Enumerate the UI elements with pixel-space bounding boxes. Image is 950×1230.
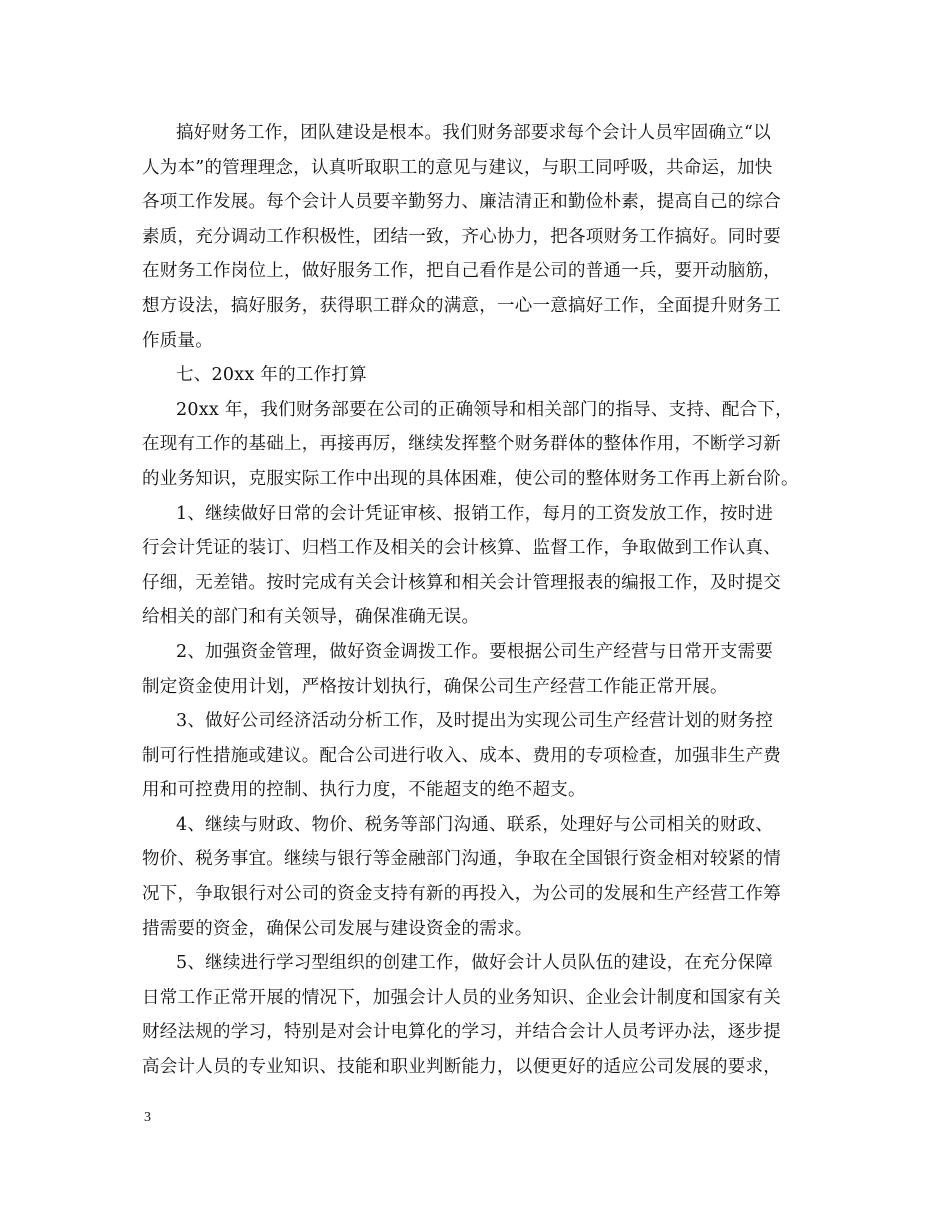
text-line: 制定资金使用计划，严格按计划执行，确保公司生产经营工作能正常开展。 bbox=[142, 676, 728, 697]
text-line: 制可行性措施或建议。配合公司进行收入、成本、费用的专项检查，加强非生产费 bbox=[142, 745, 781, 766]
text-line: 素质，充分调动工作积极性，团结一致，齐心协力，把各项财务工作搞好。同时要 bbox=[142, 226, 781, 247]
text-line: 措需要的资金，确保公司发展与建设资金的需求。 bbox=[142, 918, 533, 939]
body-text bbox=[142, 116, 822, 1085]
text-line: 况下，争取银行对公司的资金支持有新的再投入，为公司的发展和生产经营工作筹 bbox=[142, 884, 781, 905]
text-line: 1、继续做好日常的会计凭证审核、报销工作，每月的工资发放工作，按时进 bbox=[176, 503, 774, 524]
page-number: 3 bbox=[144, 1110, 151, 1125]
text-line: 的业务知识，克服实际工作中出现的具体困难，使公司的整体财务工作再上新台阶。 bbox=[142, 468, 799, 489]
text-line: 财经法规的学习，特别是对会计电算化的学习，并结合会计人员考评办法，逐步提 bbox=[142, 1022, 781, 1043]
text-line: 行会计凭证的装订、归档工作及相关的会计核算、监督工作，争取做到工作认真、 bbox=[142, 538, 781, 559]
text-line: 3、做好公司经济活动分析工作，及时提出为实现公司生产经营计划的财务控 bbox=[176, 711, 774, 732]
text-line: 各项工作发展。每个会计人员要辛勤努力、廉洁清正和勤俭朴素，提高自己的综合 bbox=[142, 192, 781, 213]
text-line: 作质量。 bbox=[142, 330, 213, 351]
text-line: 搞好财务工作，团队建设是根本。我们财务部要求每个会计人员牢固确立“以 bbox=[176, 123, 771, 143]
text-line: 高会计人员的专业知识、技能和职业判断能力，以便更好的适应公司发展的要求， bbox=[142, 1057, 781, 1078]
text-line: 想方设法，搞好服务，获得职工群众的满意，一心一意搞好工作，全面提升财务工 bbox=[142, 295, 781, 316]
text-line: 5、继续进行学习型组织的创建工作，做好会计人员队伍的建设，在充分保障 bbox=[176, 953, 774, 974]
text-line: 人为本”的管理理念，认真听取职工的意见与建议，与职工同呼吸，共命运，加快 bbox=[142, 157, 773, 178]
text-line: 物价、税务事宜。继续与银行等金融部门沟通，争取在全国银行资金相对较紧的情 bbox=[142, 849, 781, 870]
text-line: 4、继续与财政、物价、税务等部门沟通、联系，处理好与公司相关的财政、 bbox=[176, 814, 774, 835]
text-line: 在财务工作岗位上，做好服务工作，把自己看作是公司的普通一兵，要开动脑筋， bbox=[142, 261, 781, 282]
text-line: 2、加强资金管理，做好资金调拨工作。要根据公司生产经营与日常开支需要 bbox=[176, 641, 774, 662]
section-heading: 七、20xx 年的工作打算 bbox=[176, 365, 367, 386]
text-line: 用和可控费用的控制、执行力度，不能超支的绝不超支。 bbox=[142, 780, 586, 801]
text-line: 在现有工作的基础上，再接再厉，继续发挥整个财务群体的整体作用，不断学习新 bbox=[142, 434, 781, 455]
text-line: 日常工作正常开展的情况下，加强会计人员的业务知识、企业会计制度和国家有关 bbox=[142, 987, 781, 1008]
text-line: 仔细，无差错。按时完成有关会计核算和相关会计管理报表的编报工作，及时提交 bbox=[142, 572, 781, 593]
text-line: 20xx 年，我们财务部要在公司的正确领导和相关部门的指导、支持、配合下， bbox=[176, 399, 793, 420]
text-line: 给相关的部门和有关领导，确保准确无误。 bbox=[142, 607, 480, 628]
